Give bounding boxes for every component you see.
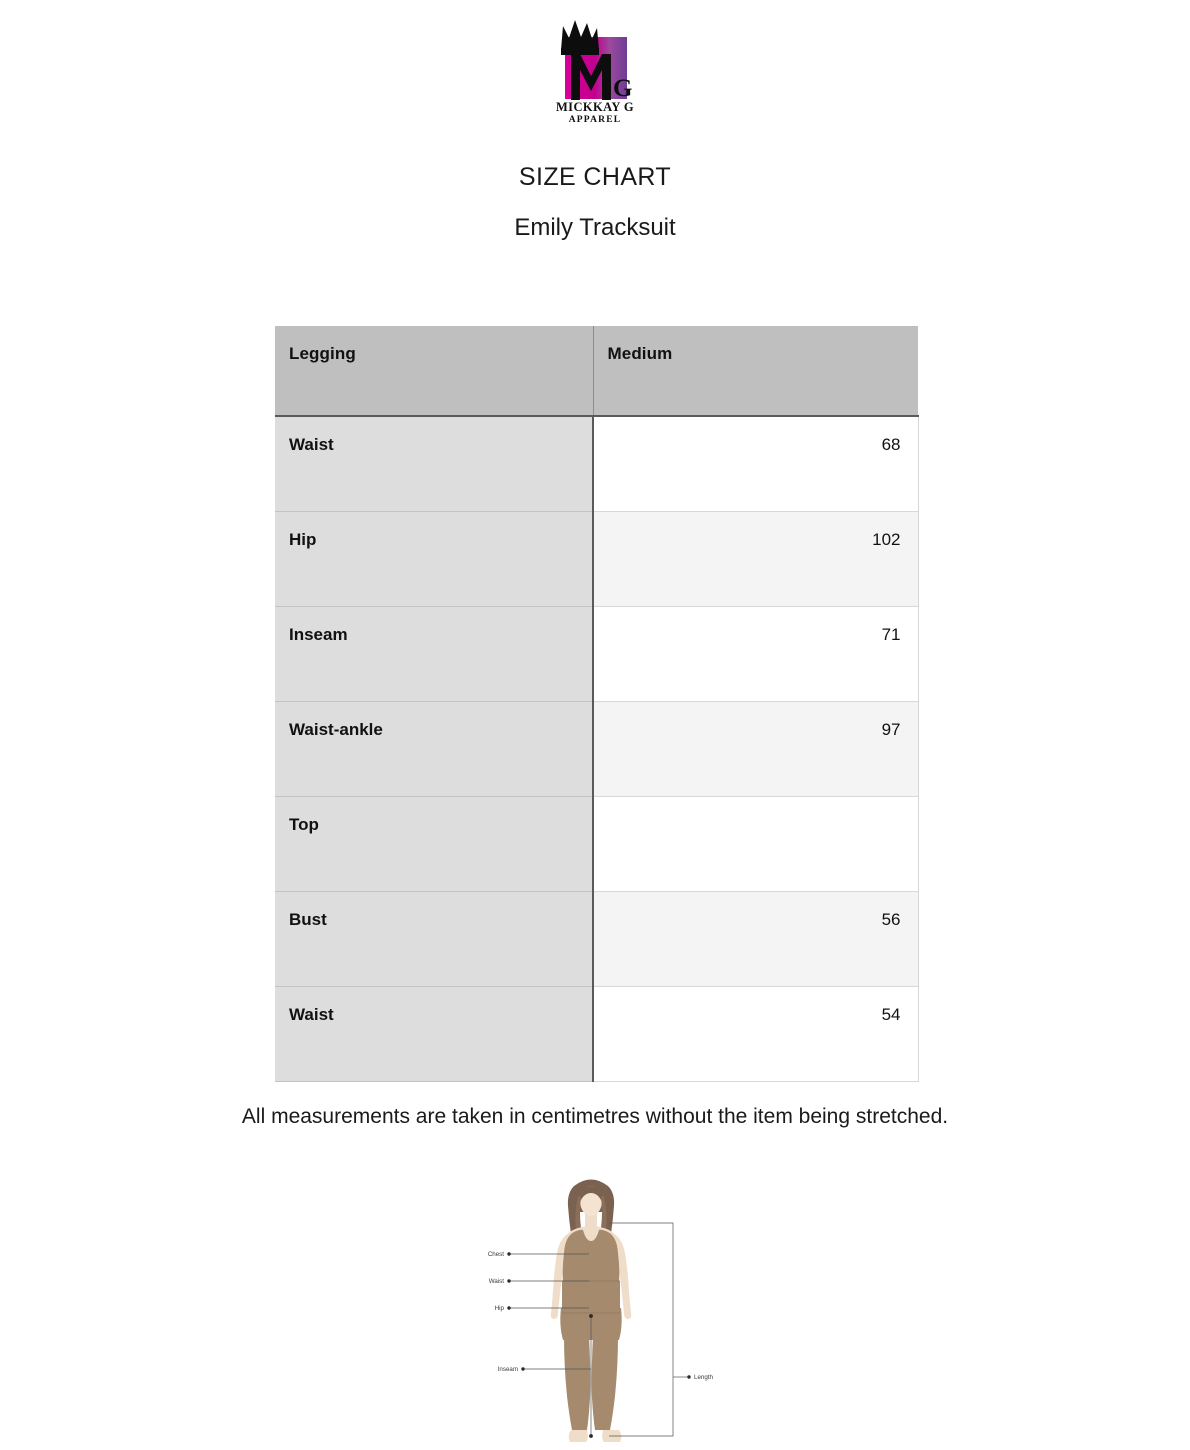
row-label: Waist: [275, 416, 593, 511]
row-label: Waist: [275, 986, 593, 1081]
letter-g: G: [613, 75, 633, 102]
page-header: [0, 162, 1190, 243]
brand-logo: [0, 0, 1190, 124]
product-name: Emily Tracksuit: [514, 214, 676, 241]
row-label: Waist-ankle: [275, 701, 593, 796]
row-value: 71: [593, 606, 918, 701]
diagram-label-waist: Waist: [488, 1278, 504, 1285]
body-measurement-diagram: [0, 1168, 1190, 1450]
column-header-category: Legging: [275, 326, 593, 416]
row-value: 97: [593, 701, 918, 796]
table-header-row: [275, 326, 918, 416]
size-chart-table: [275, 326, 919, 1082]
table-body: [275, 416, 918, 1081]
row-label: Top: [275, 796, 593, 891]
table-row: [275, 891, 918, 986]
diagram-label-inseam: Inseam: [497, 1366, 518, 1373]
row-label: Hip: [275, 511, 593, 606]
row-value: 56: [593, 891, 918, 986]
diagram-label-hip: Hip: [494, 1305, 504, 1312]
table-row: [275, 511, 918, 606]
table-row: [275, 606, 918, 701]
diagram-label-chest: Chest: [487, 1251, 504, 1258]
measurement-figure: [461, 1168, 729, 1450]
row-value: 68: [593, 416, 918, 511]
crown-icon: [561, 20, 599, 55]
brand-name: MICKKAY G: [555, 100, 635, 114]
brand-tagline: APPAREL: [568, 115, 622, 124]
table-row: [275, 701, 918, 796]
logo-graphic: [535, 12, 655, 124]
diagram-label-length: Length: [694, 1374, 713, 1381]
row-value: 54: [593, 986, 918, 1081]
column-header-size: Medium: [593, 326, 918, 416]
table-row: [275, 416, 918, 511]
table-row: [275, 986, 918, 1081]
row-label: Bust: [275, 891, 593, 986]
page-title: SIZE CHART: [518, 163, 672, 191]
table-row: [275, 796, 918, 891]
measurement-note: All measurements are taken in centimetres without the item being stretched.: [241, 1105, 949, 1128]
table-head: [275, 326, 918, 416]
row-value: [593, 796, 918, 891]
row-label: Inseam: [275, 606, 593, 701]
row-value: 102: [593, 511, 918, 606]
size-chart-table-container: [275, 326, 918, 1082]
